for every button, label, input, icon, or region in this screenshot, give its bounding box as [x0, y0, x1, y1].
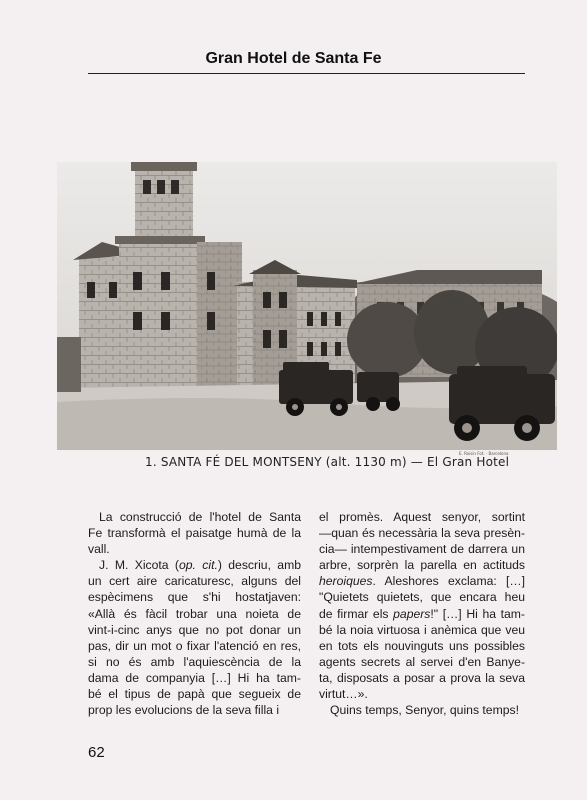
- text-line: en tots els nouvinguts uns possibles: [319, 638, 525, 653]
- text-line: La construcció de l'hotel de Santa: [99, 510, 301, 524]
- title-rule: [88, 73, 525, 74]
- text-column-left: [88, 509, 301, 718]
- text-line: —quan és necessària la seva presèn-: [319, 526, 525, 541]
- hotel-photograph-drawing: [57, 162, 557, 450]
- text-line: bé la noia virtuosa i anèmica que veu: [319, 622, 525, 637]
- page-title: Gran Hotel de Santa Fe: [205, 50, 382, 67]
- text-line: Quins temps, Senyor, quins temps!: [330, 703, 519, 718]
- text-line: pas, dir un mot o fixar l'atenció en res,: [88, 638, 301, 653]
- text-line: Fe transformà el paisatge humà de la: [88, 526, 301, 541]
- text-line: arbre, sorprèn la parella en actituds: [319, 558, 525, 573]
- text-line: ta, disposats a posar a prova la seva: [319, 670, 525, 685]
- text-column-right: [319, 509, 525, 718]
- text-line: prop les evolucions de la seva filla i: [88, 703, 280, 718]
- text-line: vall.: [88, 542, 110, 557]
- text-line: agents secrets al servei d'en Banye-: [319, 654, 525, 669]
- text-line: bé el tipus de papà que segueix de: [88, 687, 301, 702]
- text-line: dama de companyia […] Hi ha tam-: [88, 670, 301, 685]
- text-line: cia— intempestivament de darrera un: [319, 542, 525, 557]
- text-line: un cert aire caricaturesc, alguns del: [88, 574, 301, 589]
- text-line: espècimens que s'hi hostatjaven:: [88, 590, 301, 605]
- text-line: virtut…».: [319, 687, 368, 702]
- hotel-photograph: [57, 162, 557, 450]
- text-line: «Allà és fàcil trobar una noieta de: [88, 606, 301, 621]
- photo-credit: E. Roisin Fot. · Barcelona: [459, 451, 509, 456]
- photo-caption: 1. SANTA FÉ DEL MONTSENY (alt. 1130 m) — El Gran Hotel: [145, 455, 510, 469]
- text-line: de firmar els papers!" […] Hi ha tam-: [319, 606, 525, 621]
- text-line: vint-i-cinc anys que no pot donar un: [88, 622, 301, 637]
- text-line: si no és amb l'aquiescència de la: [88, 654, 301, 669]
- text-line: "Quietets quietets, que encara heu: [319, 590, 525, 605]
- text-line: J. M. Xicota (op. cit.) descriu, amb: [99, 558, 302, 573]
- text-line: el promès. Aquest senyor, sortint: [319, 510, 525, 524]
- text-line: heroiques. Aleshores exclama: […]: [319, 574, 525, 589]
- page-number: 62: [88, 744, 105, 761]
